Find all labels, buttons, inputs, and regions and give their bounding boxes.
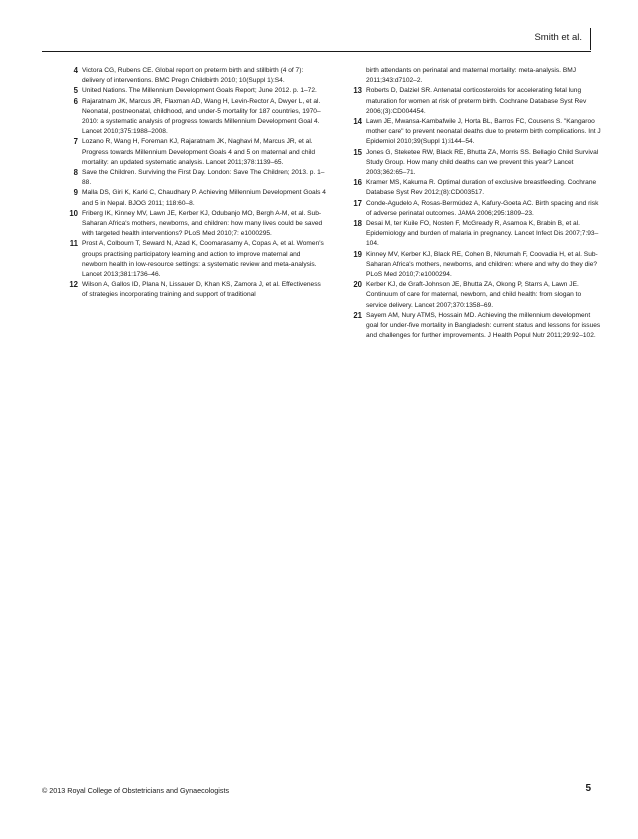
reference-item xyxy=(56,97,326,138)
references-left-column xyxy=(56,66,326,301)
reference-number: 18 xyxy=(353,219,362,229)
reference-number: 11 xyxy=(69,239,78,249)
running-head-box xyxy=(524,28,591,50)
reference-number: 9 xyxy=(73,188,78,198)
reference-text: Save the Children. Surviving the First Day. London: Save The Children; 2013. p. 1–88. xyxy=(82,169,325,187)
reference-number: 16 xyxy=(353,178,362,188)
reference-text: Kramer MS, Kakuma R. Optimal duration of exclusive breastfeeding. Cochrane Database Syst Rev 2012;(8):CD003517. xyxy=(366,179,597,197)
reference-item xyxy=(340,311,602,342)
reference-text: Kinney MV, Kerber KJ, Black RE, Cohen B, Nkrumah F, Coovadia H, et al. Sub-Saharan Africa's mothers, newborns, and children: where and why do they die? PLoS Med 2010;7:e1000294. xyxy=(366,250,598,279)
reference-item xyxy=(56,209,326,240)
reference-number: 17 xyxy=(353,198,362,208)
reference-number: 21 xyxy=(353,310,362,320)
reference-number: 7 xyxy=(73,137,78,147)
reference-text: Lawn JE, Mwansa-Kambafwile J, Horta BL, Barros FC, Cousens S. "Kangaroo mother care" to prevent neonatal deaths due to preterm birth complications. Int J Epidemiol 2010;39(Suppl 1):i144–54. xyxy=(366,118,601,146)
reference-text: birth attendants on perinatal and maternal mortality: meta-analysis. BMJ 2011;343:d7102–2. xyxy=(366,67,577,85)
reference-item xyxy=(56,239,326,280)
reference-item xyxy=(340,117,602,148)
reference-text: Conde-Agudelo A, Rosas-Bermúdez A, Kafury-Goeta AC. Birth spacing and risk of adverse perinatal outcomes. JAMA 2006;295:1809–23. xyxy=(366,199,599,217)
reference-number: 15 xyxy=(353,147,362,157)
reference-item xyxy=(56,280,326,300)
reference-number: 20 xyxy=(353,280,362,290)
header-rule xyxy=(42,51,591,52)
reference-number: 6 xyxy=(73,96,78,106)
reference-item-continued xyxy=(340,66,602,86)
reference-text: Roberts D, Dalziel SR. Antenatal corticosteroids for accelerating fetal lung maturation for women at risk of preterm birth. Cochrane Database Syst Rev 2006;(3):CD004454. xyxy=(366,87,587,115)
reference-text: Prost A, Colbourn T, Seward N, Azad K, Coomarasamy A, Copas A, et al. Women's groups practising participatory learning and action to improve maternal and newborn health in low-resource settings: a systematic review and meta-analysis. Lancet 2013;381:1736–46. xyxy=(82,240,324,279)
references-right-column xyxy=(340,66,602,341)
reference-item xyxy=(340,86,602,117)
reference-text: Jones G, Steketee RW, Black RE, Bhutta ZA, Morris SS. Bellagio Child Survival Study Group. How many child deaths can we prevent this year? Lancet 2003;362:65–71. xyxy=(366,148,599,177)
reference-number: 10 xyxy=(69,208,78,218)
copyright-notice: © 2013 Royal College of Obstetricians and Gynaecologists xyxy=(42,786,230,795)
reference-item xyxy=(340,199,602,219)
reference-item xyxy=(340,148,602,179)
running-head: Smith et al. xyxy=(534,32,582,43)
reference-item xyxy=(56,168,326,188)
reference-item xyxy=(340,250,602,281)
reference-text: Malla DS, Giri K, Karki C, Chaudhary P. Achieving Millennium Development Goals 4 and 5 in Nepal. BJOG 2011; 118:60–8. xyxy=(82,189,326,207)
reference-number: 5 xyxy=(73,86,78,96)
reference-text: Lozano R, Wang H, Foreman KJ, Rajaratnam JK, Naghavi M, Marcus JR, et al. Progress towards Millennium Development Goals 4 and 5 on maternal and child mortality: an updated systematic analysis. Lancet 2011;378:1139–65. xyxy=(82,138,316,166)
reference-text: Wilson A, Gallos ID, Plana N, Lissauer D, Khan KS, Zamora J, et al. Effectiveness of strategies incorporating training and support of traditional xyxy=(82,281,321,299)
reference-item xyxy=(56,86,326,96)
reference-number: 8 xyxy=(73,168,78,178)
reference-item xyxy=(340,219,602,250)
reference-item xyxy=(56,137,326,168)
reference-item xyxy=(56,66,326,86)
reference-item xyxy=(340,280,602,311)
reference-text: Kerber KJ, de Graft-Johnson JE, Bhutta ZA, Okong P, Starrs A, Lawn JE. Continuum of care for maternal, newborn, and child health: from slogan to service delivery. Lancet 2007;370:1358–69. xyxy=(366,281,582,309)
reference-text: Sayem AM, Nury ATMS, Hossain MD. Achieving the millennium development goal for under-five mortality in Bangladesh: current status and lessons for issues and challenges for further improvements. J Health Popul Nutr 2011;29:92–102. xyxy=(366,311,601,340)
reference-item xyxy=(56,188,326,208)
reference-text: United Nations. The Millennium Development Goals Report; June 2012. p. 1–72. xyxy=(82,87,317,95)
reference-item xyxy=(340,178,602,198)
reference-number: 4 xyxy=(73,66,78,75)
reference-number: 12 xyxy=(69,280,78,290)
reference-text: Victora CG, Rubens CE. Global report on preterm birth and stillbirth (4 of 7): delivery of interventions. BMC Pregn Childbirth 2010; 10(Suppl 1):S4. xyxy=(82,67,304,85)
reference-number: 19 xyxy=(353,249,362,259)
reference-text: Friberg IK, Kinney MV, Lawn JE, Kerber KJ, Odubanjo MO, Bergh A-M, et al. Sub-Saharan Africa's mothers, newborns, and children: how many lives could be saved with targeted health interventions? PLoS Med 2010;7: e1000295. xyxy=(82,209,323,238)
reference-text: Rajaratnam JK, Marcus JR, Flaxman AD, Wang H, Levin-Rector A, Dwyer L, et al. Neonatal, postneonatal, childhood, and under-5 mortality for 187 countries, 1970–2010: a systematic analysis of progress towards Millennium Development Goal 4. Lancet 2010;375:1988–2008. xyxy=(82,97,321,136)
reference-number: 13 xyxy=(353,86,362,96)
page-number: 5 xyxy=(585,783,591,794)
reference-number: 14 xyxy=(353,117,362,127)
reference-text: Desai M, ter Kuile FO, Nosten F, McGready R, Asamoa K, Brabin B, et al. Epidemiology and burden of malaria in pregnancy. Lancet Infect Dis 2007;7:93–104. xyxy=(366,220,599,248)
